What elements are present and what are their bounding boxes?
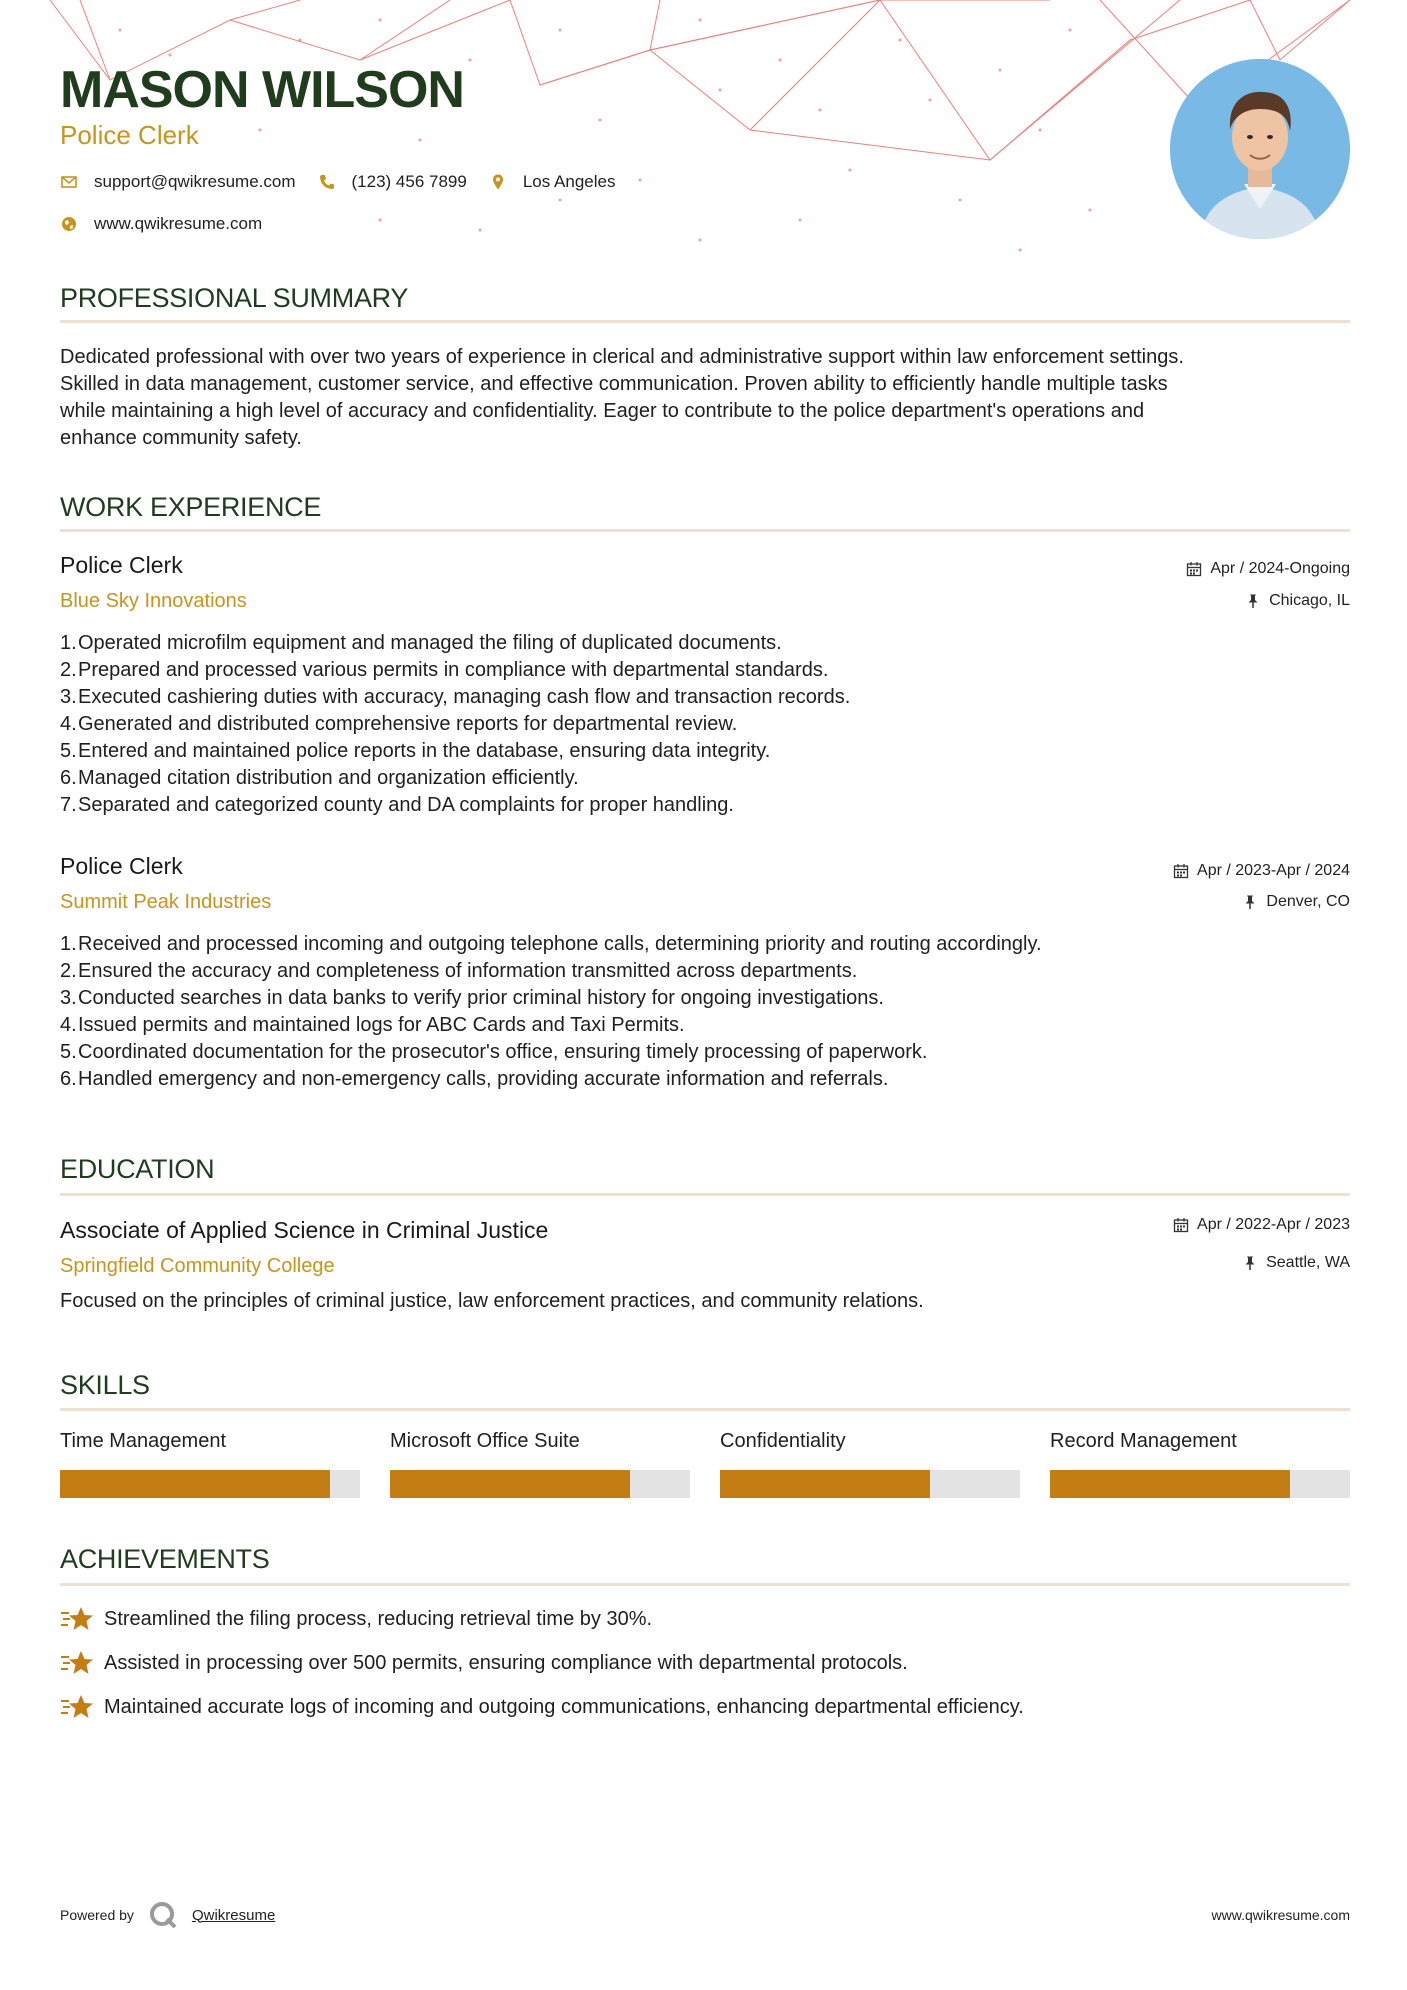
achievement-text: Maintained accurate logs of incoming and outgoing communications, enhancing departmental efficiency. bbox=[104, 1695, 1024, 1718]
experience-divider bbox=[60, 529, 1350, 532]
school-name: Springfield Community College bbox=[60, 1255, 335, 1277]
star-achievement-icon bbox=[60, 1604, 94, 1634]
education-description: Focused on the principles of criminal justice, law enforcement practices, and community relations. bbox=[60, 1290, 924, 1312]
summary-line: while maintaining a high level of accuracy and confidentiality. Eager to contribute to the police department's operations and bbox=[60, 400, 1145, 422]
experience-heading: WORK EXPERIENCE bbox=[60, 492, 322, 522]
skill-bar-fill bbox=[720, 1470, 930, 1498]
list-item: 5. Entered and maintained police reports in the database, ensuring data integrity. bbox=[60, 740, 771, 762]
website-text: www.qwikresume.com bbox=[94, 214, 263, 233]
list-item: 4. Generated and distributed comprehensive reports for departmental review. bbox=[60, 713, 738, 735]
list-item: 6. Handled emergency and non-emergency calls, providing accurate information and referrals. bbox=[60, 1068, 889, 1090]
list-item: 4. Issued permits and maintained logs for ABC Cards and Taxi Permits. bbox=[60, 1014, 685, 1036]
skill-bar-fill bbox=[60, 1470, 330, 1498]
envelope-icon bbox=[60, 173, 78, 191]
skill-bar-track bbox=[60, 1470, 360, 1498]
list-item: 3. Executed cashiering duties with accuracy, managing cash flow and transaction records. bbox=[60, 686, 851, 708]
job-location bbox=[1245, 592, 1350, 610]
calendar-icon bbox=[1173, 1217, 1189, 1233]
job-dates-text: Apr / 2023-Apr / 2024 bbox=[1197, 862, 1350, 879]
job-dates bbox=[1173, 862, 1350, 880]
education-heading: EDUCATION bbox=[60, 1154, 215, 1184]
email-text: support@qwikresume.com bbox=[94, 172, 296, 191]
profile-photo bbox=[1170, 59, 1350, 239]
skill-bar-track bbox=[390, 1470, 690, 1498]
summary-line: Dedicated professional with over two years of experience in clerical and administrative support within law enforcement settings. bbox=[60, 346, 1184, 368]
skill-bar-track bbox=[720, 1470, 1020, 1498]
achievements-heading: ACHIEVEMENTS bbox=[60, 1544, 270, 1574]
resume-page bbox=[60, 0, 1350, 1990]
candidate-title: Police Clerk bbox=[60, 120, 199, 150]
job-bullets bbox=[60, 630, 1350, 819]
powered-by-text: Powered by bbox=[60, 1907, 134, 1923]
achievement-item bbox=[60, 1648, 908, 1678]
list-item: 1. Operated microfilm equipment and managed the filing of duplicated documents. bbox=[60, 632, 782, 654]
pushpin-icon bbox=[1242, 894, 1258, 910]
skill-item bbox=[1050, 1430, 1350, 1498]
achievements-divider bbox=[60, 1583, 1350, 1586]
avatar-illustration bbox=[1170, 59, 1350, 239]
list-item: 7. Separated and categorized county and DA complaints for proper handling. bbox=[60, 794, 734, 816]
website-item[interactable] bbox=[60, 214, 262, 234]
candidate-name: MASON WILSON bbox=[60, 61, 464, 119]
skill-name: Time Management bbox=[60, 1430, 226, 1452]
skill-bar-fill bbox=[1050, 1470, 1290, 1498]
globe-icon bbox=[60, 215, 78, 233]
star-achievement-icon bbox=[60, 1648, 94, 1678]
star-achievement-icon bbox=[60, 1692, 94, 1722]
qwikresume-logo-icon bbox=[148, 1900, 178, 1930]
skill-item bbox=[390, 1430, 690, 1498]
summary-divider bbox=[60, 320, 1350, 323]
skill-item bbox=[720, 1430, 1020, 1498]
skill-name: Record Management bbox=[1050, 1430, 1237, 1452]
education-location-text: Seattle, WA bbox=[1266, 1254, 1350, 1271]
job-company: Blue Sky Innovations bbox=[60, 590, 247, 612]
list-item: 2. Prepared and processed various permits in compliance with departmental standards. bbox=[60, 659, 829, 681]
list-item: 2. Ensured the accuracy and completeness of information transmitted across departments. bbox=[60, 960, 858, 982]
job-dates bbox=[1186, 560, 1350, 578]
achievement-text: Assisted in processing over 500 permits, ensuring compliance with departmental protocols. bbox=[104, 1651, 908, 1674]
footer-website-link[interactable]: www.qwikresume.com bbox=[1211, 1907, 1350, 1923]
education-location bbox=[1242, 1254, 1350, 1272]
location-item bbox=[489, 172, 616, 192]
education-divider bbox=[60, 1193, 1350, 1196]
education-dates bbox=[1173, 1216, 1350, 1234]
summary-heading: PROFESSIONAL SUMMARY bbox=[60, 283, 409, 313]
contact-row-primary bbox=[60, 172, 637, 192]
job-company: Summit Peak Industries bbox=[60, 891, 272, 913]
skill-name: Confidentiality bbox=[720, 1430, 846, 1452]
list-item: 3. Conducted searches in data banks to verify prior criminal history for ongoing investigations. bbox=[60, 987, 884, 1009]
job-location-text: Denver, CO bbox=[1266, 893, 1350, 910]
list-item: 1. Received and processed incoming and outgoing telephone calls, determining priority and routing accordingly. bbox=[60, 933, 1042, 955]
job-dates-text: Apr / 2024-Ongoing bbox=[1210, 560, 1350, 577]
skill-name: Microsoft Office Suite bbox=[390, 1430, 580, 1452]
qwikresume-link[interactable]: Qwikresume bbox=[191, 1906, 276, 1924]
list-item: 5. Coordinated documentation for the prosecutor's office, ensuring timely processing of paperwork. bbox=[60, 1041, 928, 1063]
phone-item[interactable] bbox=[318, 172, 467, 192]
skills-heading: SKILLS bbox=[60, 1370, 150, 1400]
phone-text: (123) 456 7899 bbox=[351, 172, 467, 191]
job-location bbox=[1242, 893, 1350, 911]
footer-powered-by bbox=[60, 1900, 275, 1930]
calendar-icon bbox=[1173, 863, 1189, 879]
pushpin-icon bbox=[1245, 593, 1261, 609]
email-item[interactable] bbox=[60, 172, 296, 192]
phone-icon bbox=[318, 173, 336, 191]
achievement-text: Streamlined the filing process, reducing retrieval time by 30%. bbox=[104, 1607, 653, 1630]
summary-line: Skilled in data management, customer service, and effective communication. Proven ability to efficiently handle multiple tasks bbox=[60, 373, 1168, 395]
list-item: 6. Managed citation distribution and organization efficiently. bbox=[60, 767, 579, 789]
education-dates-text: Apr / 2022-Apr / 2023 bbox=[1197, 1216, 1350, 1233]
degree-title: Associate of Applied Science in Criminal Justice bbox=[60, 1217, 549, 1243]
contact-row-secondary bbox=[60, 214, 284, 234]
skills-divider bbox=[60, 1408, 1350, 1411]
job-role: Police Clerk bbox=[60, 552, 183, 578]
achievement-item bbox=[60, 1692, 1024, 1722]
summary-text bbox=[60, 344, 1350, 452]
job-role: Police Clerk bbox=[60, 853, 183, 879]
calendar-icon bbox=[1186, 561, 1202, 577]
map-pin-icon bbox=[489, 173, 507, 191]
skill-bar-fill bbox=[390, 1470, 630, 1498]
job-location-text: Chicago, IL bbox=[1269, 592, 1350, 609]
skill-item bbox=[60, 1430, 360, 1498]
pushpin-icon bbox=[1242, 1255, 1258, 1271]
location-text: Los Angeles bbox=[522, 172, 616, 191]
job-bullets bbox=[60, 931, 1350, 1093]
summary-line: enhance community safety. bbox=[60, 427, 302, 449]
achievement-item bbox=[60, 1604, 652, 1634]
skill-bar-track bbox=[1050, 1470, 1350, 1498]
